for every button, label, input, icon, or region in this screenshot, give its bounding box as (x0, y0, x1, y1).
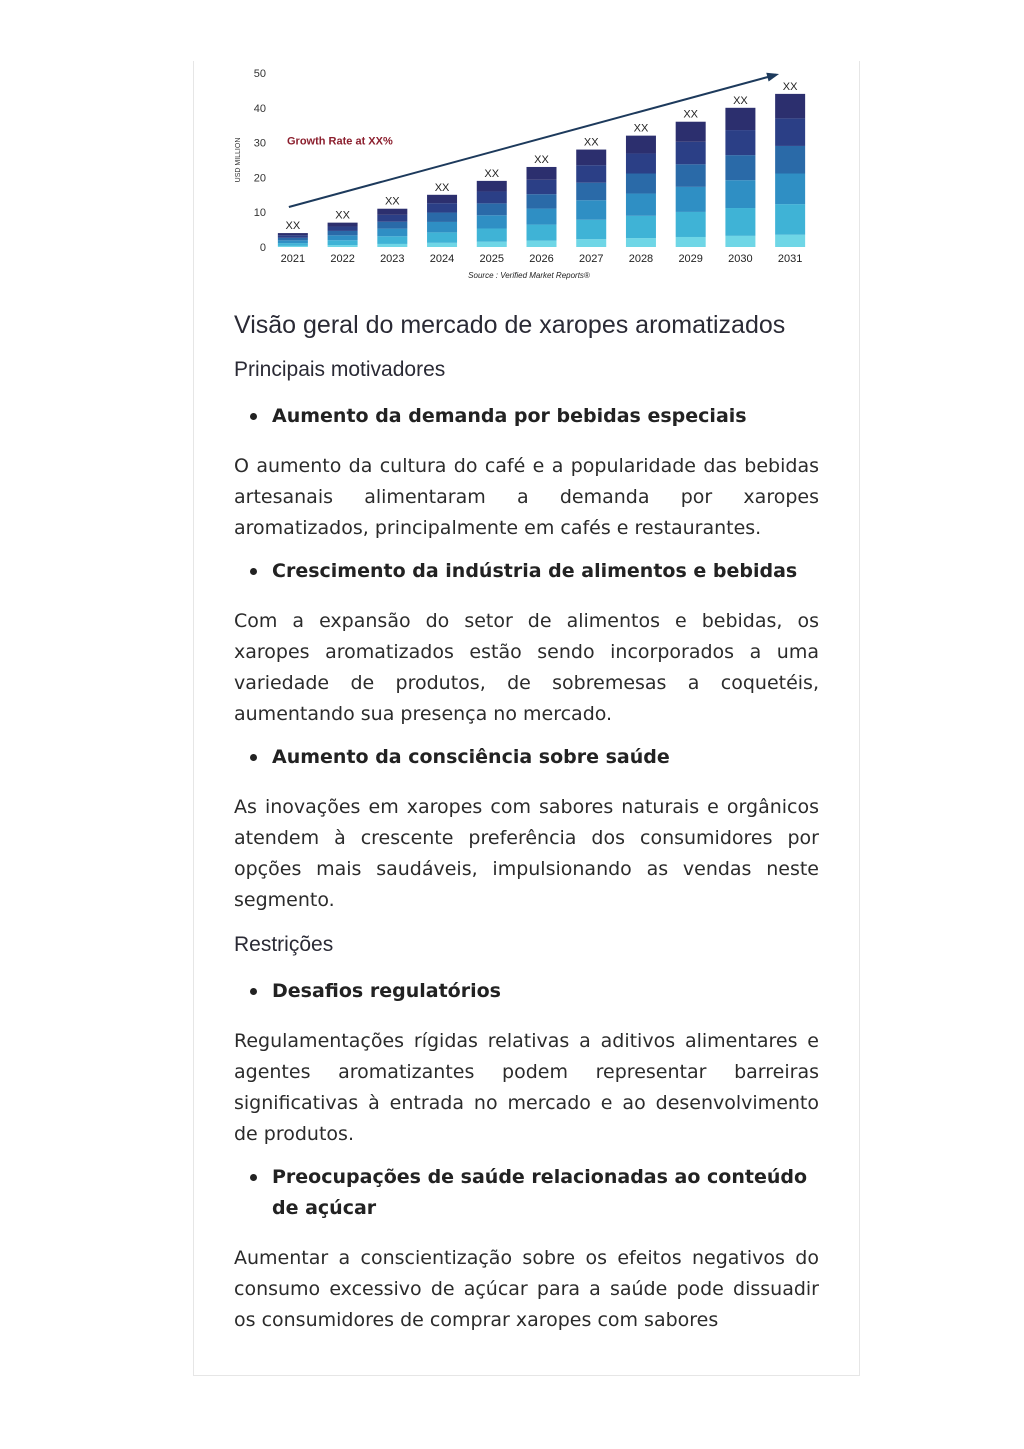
growth-rate-annotation: Growth Rate at XX% (287, 135, 393, 148)
bar-segment (477, 242, 507, 247)
bar-segment (328, 231, 358, 235)
bar-segment (626, 194, 656, 216)
bar-segment (427, 195, 457, 203)
bar-data-label: XX (583, 136, 599, 149)
bar-segment (527, 167, 557, 180)
bar-segment (626, 136, 656, 154)
bar-segment (676, 142, 706, 165)
bar-segment (477, 181, 507, 192)
bar-data-label: XX (782, 80, 798, 93)
y-tick-label: 40 (253, 102, 266, 115)
bar-segment (278, 240, 308, 243)
y-tick-label: 30 (253, 137, 266, 150)
bar-data-label: XX (733, 94, 748, 107)
x-tick-label: 2024 (429, 253, 455, 265)
restraint-title: Preocupações de saúde relacionadas ao conteúdo de açúcar (272, 1166, 808, 1219)
bar-segment (278, 233, 308, 235)
bar-segment (477, 215, 507, 228)
bar-segment (328, 240, 358, 245)
bar-segment (328, 227, 358, 231)
arrow-head-icon (766, 73, 779, 82)
x-tick-label: 2028 (628, 253, 654, 265)
driver-title: Aumento da demanda por bebidas especiais (272, 405, 747, 427)
bar-segment (527, 241, 557, 247)
bar-segment (725, 180, 755, 208)
bar-segment (676, 237, 706, 247)
bar-segment (576, 239, 606, 247)
bar-segment (527, 180, 557, 194)
bar-segment (427, 232, 457, 242)
bar-segment (427, 243, 457, 247)
y-axis-label: USD MILLION (235, 137, 242, 183)
bar-data-label: XX (335, 209, 350, 222)
bar-data-label: XX (434, 181, 450, 194)
article-card (193, 61, 860, 1376)
bar-segment (427, 213, 457, 222)
restraint-paragraph: Aumentar a conscientização sobre os efeitos negativos do consumo excessivo de açúcar para a saúde pode dissuadir os consumidores de comprar xaropes com sabores (234, 1247, 819, 1331)
bar-segment (427, 222, 457, 232)
drivers-heading: Principais motivadores (234, 358, 446, 381)
bar-segment (527, 209, 557, 225)
bar-segment (576, 150, 606, 166)
bar-segment (377, 236, 407, 244)
bar-data-label: XX (633, 122, 649, 135)
bar-segment (527, 225, 557, 241)
x-tick-label: 2022 (330, 253, 355, 265)
bar-segment (576, 183, 606, 201)
driver-paragraph: As inovações em xaropes com sabores naturais e orgânicos atendem à crescente preferência dos consumidores por opções mais saudáveis, impulsionando as vendas neste segmento. (234, 796, 819, 911)
y-tick-label: 20 (253, 172, 266, 185)
bullet-icon (250, 754, 257, 761)
bar-segment (278, 243, 308, 246)
driver-list-2 (234, 556, 819, 587)
list-item (234, 401, 819, 432)
restraint-list-1 (234, 976, 819, 1007)
list-item (234, 1162, 819, 1224)
bar-segment (676, 122, 706, 142)
y-tick-label: 50 (253, 68, 266, 80)
bar-segment (676, 164, 706, 187)
bar-segment (576, 220, 606, 239)
bar-segment (626, 153, 656, 173)
x-tick-label: 2025 (479, 253, 505, 265)
x-tick-label: 2031 (777, 253, 803, 265)
bar-segment (377, 244, 407, 247)
bar-segment (377, 215, 407, 222)
bar-segment (775, 94, 805, 118)
bar-segment (676, 212, 706, 237)
market-growth-chart (230, 61, 820, 285)
restraint-paragraph: Regulamentações rígidas relativas a aditivos alimentares e agentes aromatizantes podem representar barreiras significativas à entrada no mercado e ao desenvolvimento de produtos. (234, 1030, 819, 1145)
bar-data-label: XX (683, 108, 699, 121)
bar-segment (328, 245, 358, 247)
bullet-icon (250, 413, 257, 420)
bar-data-label: XX (534, 153, 549, 166)
bar-segment (477, 203, 507, 215)
y-tick-label: 0 (259, 242, 266, 254)
restraints-heading: Restrições (234, 933, 334, 956)
restraint-list-2 (234, 1162, 819, 1224)
x-tick-label: 2027 (578, 253, 604, 265)
bar-data-label: XX (484, 167, 500, 180)
driver-title: Crescimento da indústria de alimentos e bebidas (272, 560, 798, 582)
list-item (234, 976, 819, 1007)
x-tick-label: 2029 (678, 253, 703, 265)
bar-segment (377, 209, 407, 215)
bar-segment (725, 108, 755, 130)
bar-segment (377, 229, 407, 237)
bar-segment (775, 146, 805, 174)
bar-segment (278, 235, 308, 238)
bullet-icon (250, 988, 257, 995)
x-tick-label: 2021 (280, 253, 306, 265)
driver-paragraph: Com a expansão do setor de alimentos e bebidas, os xaropes aromatizados estão sendo incorporados a uma variedade de produtos, de sobremesas a coquetéis, aumentando sua presença no mercado. (234, 610, 819, 725)
driver-list-3 (234, 742, 819, 773)
bar-segment (576, 165, 606, 183)
bar-segment (278, 246, 308, 247)
bullet-icon (250, 568, 257, 575)
x-tick-label: 2026 (529, 253, 554, 265)
chart-source: Source : Verified Market Reports® (468, 271, 590, 280)
list-item (234, 556, 819, 587)
bar-segment (725, 236, 755, 247)
bar-segment (477, 228, 507, 241)
bar-segment (626, 238, 656, 247)
bar-segment (775, 235, 805, 247)
article-content (234, 303, 819, 1336)
bar-segment (576, 200, 606, 219)
bar-segment (725, 155, 755, 180)
bar-segment (676, 187, 706, 212)
bar-segment (427, 203, 457, 212)
driver-paragraph: O aumento da cultura do café e a popularidade das bebidas artesanais alimentaram a demanda por xaropes aromatizados, principalmente em cafés e restaurantes. (234, 455, 819, 539)
bar-segment (626, 174, 656, 194)
bar-segment (477, 191, 507, 203)
bullet-icon (250, 1174, 257, 1181)
x-tick-label: 2023 (380, 253, 405, 265)
x-tick-label: 2030 (728, 253, 753, 265)
bar-segment (775, 204, 805, 235)
y-tick-label: 10 (253, 207, 266, 220)
driver-list-1 (234, 401, 819, 432)
bar-segment (328, 235, 358, 240)
bar-segment (626, 216, 656, 238)
chart-svg (230, 61, 820, 285)
list-item (234, 742, 819, 773)
driver-title: Aumento da consciência sobre saúde (272, 746, 670, 768)
restraint-title: Desafios regulatórios (272, 980, 501, 1002)
bar-segment (278, 238, 308, 241)
article-title: Visão geral do mercado de xaropes aromatizados (234, 311, 786, 339)
bar-segment (725, 130, 755, 155)
bar-segment (377, 222, 407, 229)
bar-segment (775, 118, 805, 146)
bar-segment (328, 223, 358, 227)
bar-segment (527, 194, 557, 208)
bar-data-label: XX (285, 220, 301, 233)
bar-segment (775, 174, 805, 205)
bar-data-label: XX (384, 195, 400, 208)
bar-segment (725, 208, 755, 236)
